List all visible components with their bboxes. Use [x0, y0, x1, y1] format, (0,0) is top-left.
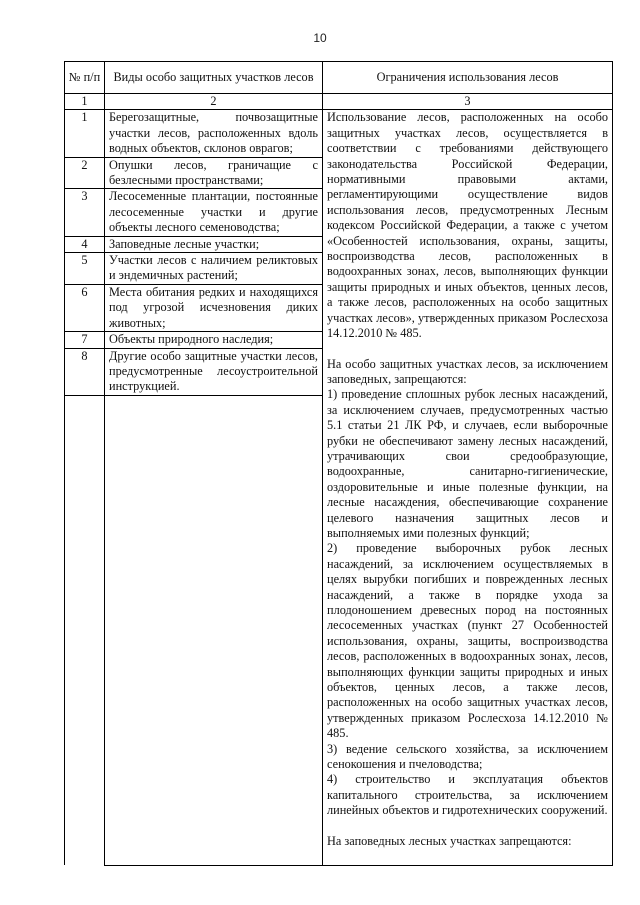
table-row	[65, 110, 613, 157]
header-forest-types: Виды особо защитных участков лесов	[105, 62, 323, 94]
forest-type: Заповедные лесные участки;	[105, 236, 323, 252]
forest-type: Другие особо защитные участки лесов, предусмотренные лесоустроительной инструкцией.	[105, 348, 323, 395]
row-number: 8	[65, 348, 105, 395]
prohibited-item: 4) строительство и эксплуатация объектов капитального строительства, за исключением линейных объектов и гидротехнических сооружений.	[327, 772, 608, 818]
column-number-3: 3	[323, 94, 613, 110]
header-restrictions: Ограничения использования лесов	[323, 62, 613, 94]
restrictions-table	[64, 61, 613, 866]
header-number: № п/п	[65, 62, 105, 94]
forest-type: Берегозащитные, почвозащитные участки лесов, расположенных вдоль водных объектов, склонов оврагов;	[105, 110, 323, 157]
prohibited-item: 1) проведение сплошных рубок лесных насаждений, за исключением случаев, предусмотренных частью 5.1 статьи 21 ЛК РФ, и случаев, если выборочные рубки не обеспечивают замену лесных насаждений, утрачивающих свои средообразующие, водоохранные, санитарно-гигиенические, оздоровительные и иные полезные функции, на лесные насаждения, обеспечивающие сохранение целевого назначения защитных лесов и выполняемых ими полезных функций;	[327, 387, 608, 540]
forest-type: Объекты природного наследия;	[105, 332, 323, 348]
prohibited-item: 2) проведение выборочных рубок лесных насаждений, за исключением осуществляемых в целях вырубки погибших и поврежденных лесных насаждений, а также в порядке ухода за плодоношением древесных пород на постоянных лесосеменных участках (пункт 27 Особенностей использования, охраны, защиты, воспроизводства лесов, расположенных в водоохранных зонах, лесов, выполняющих функции защиты природных и иных объектов, ценных лесов, а также лесов, расположенных на особо защитных участках лесов, утвержденных приказом Рослесхоза 14.12.2010 № 485.	[327, 541, 608, 741]
empty-cell	[105, 395, 323, 865]
restrictions-cell	[323, 110, 613, 865]
row-number: 1	[65, 110, 105, 157]
reserved-heading: На заповедных лесных участках запрещаются:	[327, 833, 572, 848]
column-number-2: 2	[105, 94, 323, 110]
row-number: 3	[65, 189, 105, 236]
row-number: 7	[65, 332, 105, 348]
row-number: 2	[65, 157, 105, 189]
table-header-row	[65, 62, 613, 94]
forest-type: Опушки лесов, граничащие с безлесными пространствами;	[105, 157, 323, 189]
prohibited-item: 3) ведение сельского хозяйства, за исключением сенокошения и пчеловодства;	[327, 741, 608, 772]
empty-cell	[65, 395, 105, 865]
page-number: 10	[313, 31, 327, 45]
prohibited-heading: На особо защитных участках лесов, за исключением заповедных, запрещаются:	[327, 356, 608, 386]
column-number-1: 1	[65, 94, 105, 110]
column-number-row	[65, 94, 613, 110]
forest-type: Лесосеменные плантации, постоянные лесосеменные участки и другие объекты лесного семеноводства;	[105, 189, 323, 236]
row-number: 4	[65, 236, 105, 252]
restrictions-intro: Использование лесов, расположенных на особо защитных участках лесов, осуществляется в соответствии с требованиями действующего законодательства Российской Федерации, нормативными правовыми актами, регламентирующими осуществление видов использования лесов, предусмотренных Лесным кодексом Российской Федерации, а также с учетом «Особенностей использования, охраны, защиты, воспроизводства лесов, расположенных в водоохранных зонах, лесов, выполняющих функции защиты природных и иных объектов, ценных лесов, а также лесов, расположенных на особо защитных участках лесов», утвержденных приказом Рослесхоза 14.12.2010 № 485.	[327, 110, 608, 341]
forest-type: Места обитания редких и находящихся под угрозой исчезновения диких животных;	[105, 284, 323, 331]
row-number: 5	[65, 253, 105, 285]
row-number: 6	[65, 284, 105, 331]
forest-type: Участки лесов с наличием реликтовых и эндемичных растений;	[105, 253, 323, 285]
